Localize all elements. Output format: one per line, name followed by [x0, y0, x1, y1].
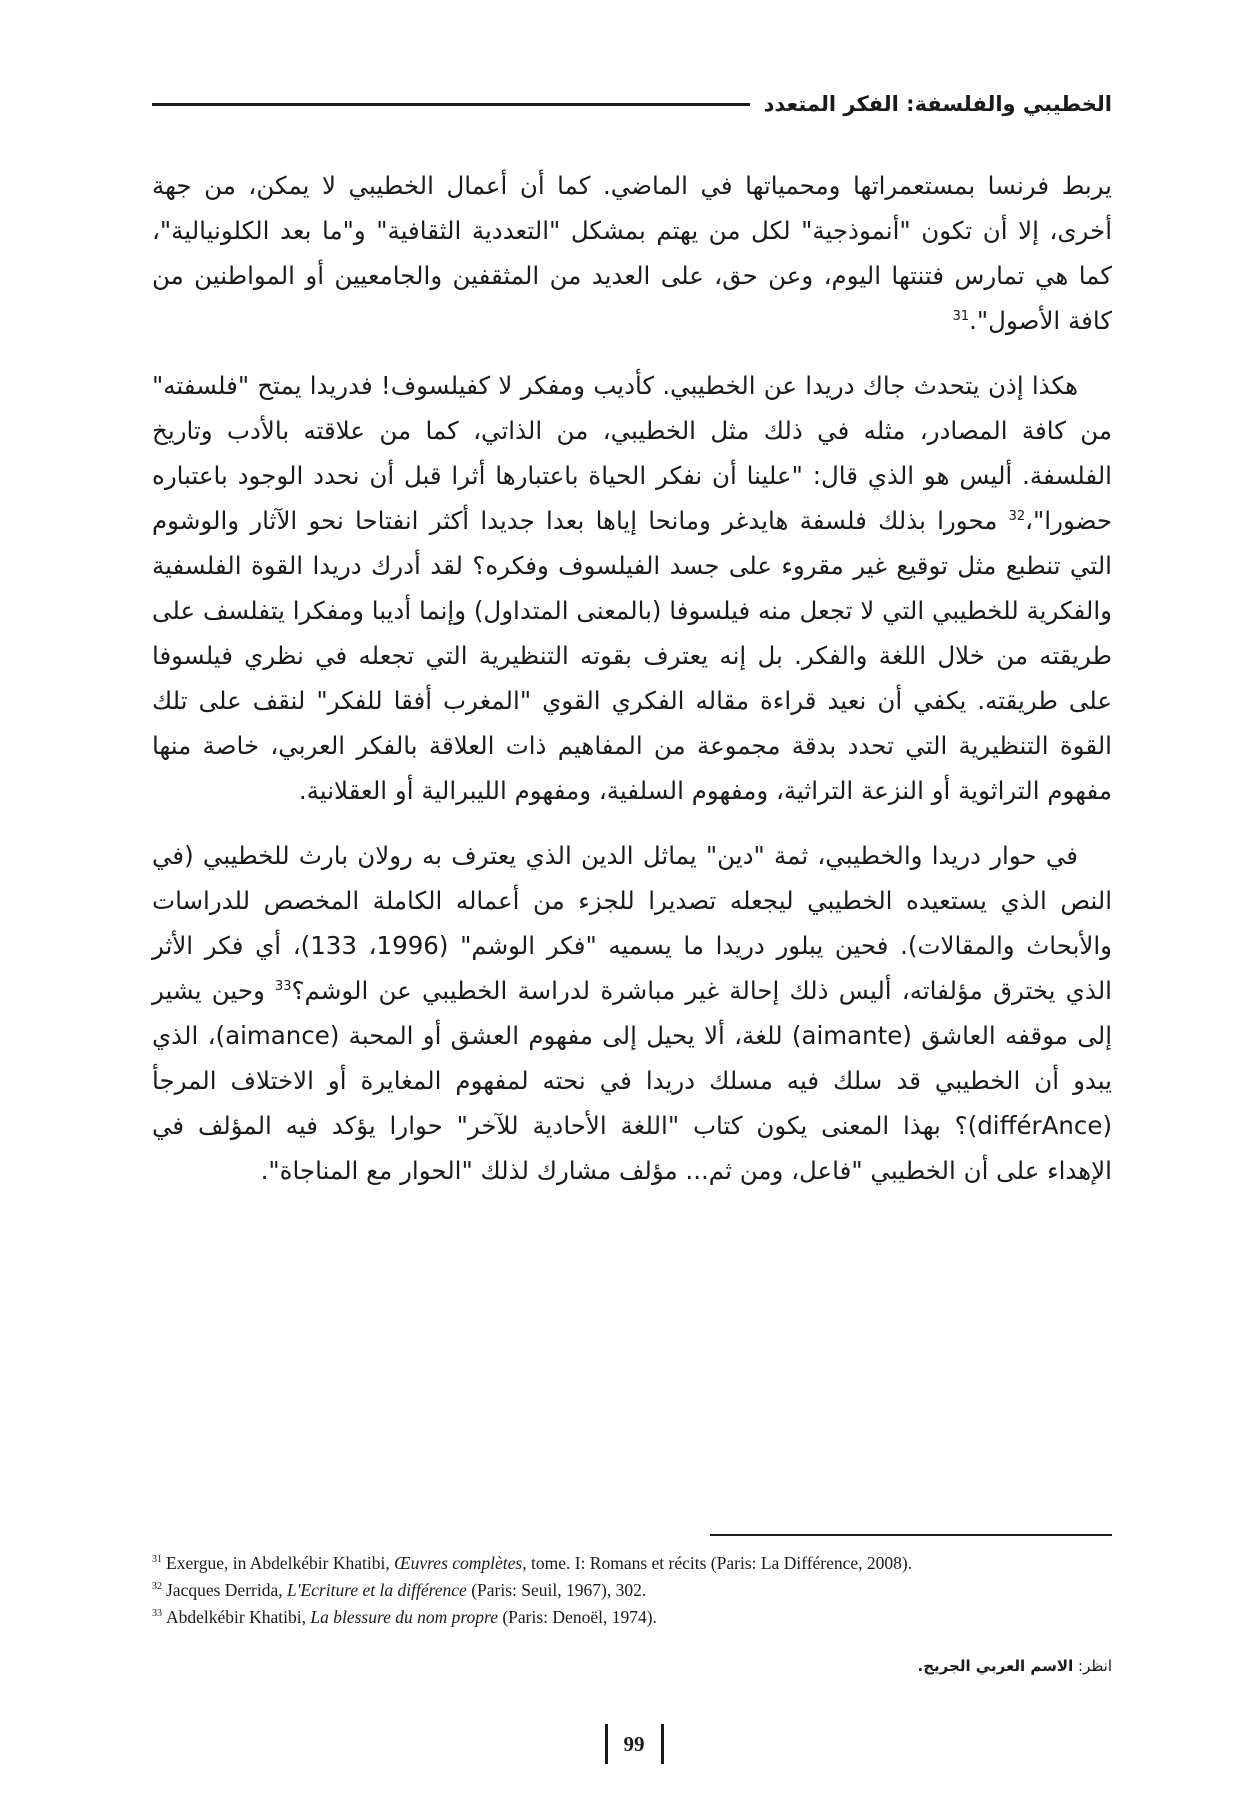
paragraph-text: هكذا إذن يتحدث جاك دريدا عن الخطيبي. كأديب ومفكر لا كفيلسوف! فدريدا يمتح "فلسفته" من كافة المصادر، مثله في ذلك مثل الخطيبي، من الذاتي، كما من علاقته بالأدب وتاريخ الفلسفة. أليس هو الذي قال: "علينا أن نفكر الحياة باعتبارها أثرا قبل أن نحدد الوجود باعتباره حضورا"،	[152, 371, 1112, 535]
footnote-32	[152, 1577, 1112, 1604]
footnote-31	[152, 1550, 1112, 1577]
header-rule	[152, 103, 750, 106]
footnotes	[152, 1550, 1112, 1631]
paragraph-2	[152, 363, 1112, 813]
footnote-book-title: L'Ecriture et la différence	[287, 1580, 467, 1600]
paragraph-text: وحين يشير إلى موقفه العاشق (aimante) للغة، ألا يحيل إلى مفهوم العشق أو المحبة (aimance)، الذي يبدو أن الخطيبي قد سلك فيه مسلك دريدا في نحته لمفهوم المغايرة أو الاختلاف المرجأ (différAnce)؟ بهذا المعنى يكون كتاب "اللغة الأحادية للآخر" حوارا يؤكد فيه المؤلف في الإهداء على أن الخطيبي "فاعل، ومن ثم... مؤلف مشارك لذلك "الحوار مع المناجاة".	[152, 976, 1112, 1185]
footnote-text: (Paris: Seuil, 1967), 302.	[466, 1580, 647, 1600]
paragraph-1	[152, 163, 1112, 343]
footnote-text: Abdelkébir Khatibi,	[166, 1607, 311, 1627]
paragraph-text: يربط فرنسا بمستعمراتها ومحمياتها في الماضي. كما أن أعمال الخطيبي لا يمكن، من جهة أخرى، إلا أن تكون "أنموذجية" لكل من يهتم بمشكل "التعددية الثقافية" و"ما بعد الكلونيالية"، كما هي تمارس فتنتها اليوم، وعن حق، على العديد من المثقفين والجامعيين أو المواطنين من كافة الأصول".	[152, 171, 1112, 335]
footnote-text: Exergue, in Abdelkébir Khatibi,	[166, 1553, 395, 1573]
footnote-number: 31	[152, 1554, 162, 1566]
footnote-text: (Paris: Denoël, 1974).	[497, 1607, 657, 1627]
footnote-ref-32[interactable]: 32	[1008, 508, 1026, 524]
page-number	[592, 1724, 676, 1764]
paragraph-3	[152, 833, 1112, 1193]
running-header	[152, 86, 1112, 122]
page-number-value: 99	[623, 1731, 645, 1756]
page-number-bar-right	[661, 1724, 664, 1764]
see-also-note	[152, 1654, 1112, 1678]
footnote-text: Jacques Derrida,	[166, 1580, 287, 1600]
footnote-separator	[710, 1534, 1112, 1536]
running-header-title: الخطيبي والفلسفة: الفكر المتعدد	[763, 92, 1112, 116]
see-also-label: انظر:	[1073, 1657, 1112, 1675]
footnote-text: , tome. I: Romans et récits (Paris: La Différence, 2008).	[522, 1553, 913, 1573]
footnote-33	[152, 1604, 1112, 1631]
paragraph-text: في حوار دريدا والخطيبي، ثمة "دين" يماثل الدين الذي يعترف به رولان بارث للخطيبي (في النص الذي يستعيده الخطيبي ليجعله تصديرا للجزء من أعماله الكاملة المخصص للدراسات والأبحاث والمقالات). فحين يبلور دريدا ما يسميه "فكر الوشم" (1996، 133)، أي فكر الأثر الذي يخترق مؤلفاته، أليس ذلك إحالة غير مباشرة لدراسة الخطيبي عن الوشم؟	[152, 841, 1112, 1005]
footnote-number: 32	[152, 1581, 162, 1593]
paragraph-text: محورا بذلك فلسفة هايدغر ومانحا إياها بعدا جديدا أكثر انفتاحا نحو الآثار والوشوم التي تنطبع مثل توقيع غير مقروء على جسد الفيلسوف وفكره؟ لقد أدرك دريدا القوة الفلسفية والفكرية للخطيبي التي لا تجعل منه فيلسوفا (بالمعنى المتداول) وإنما أديبا ومفكرا يتفلسف على طريقته من خلال اللغة والفكر. بل إنه يعترف بقوته التنظيرية التي تجعله في نظري فيلسوفا على طريقته. يكفي أن نعيد قراءة مقاله الفكري القوي "المغرب أفقا للفكر" لنقف على تلك القوة التنظيرية التي تحدد بدقة مجموعة من المفاهيم ذات العلاقة بالفكر العربي، خاصة منها مفهوم التراثوية أو النزعة التراثية، ومفهوم السلفية، ومفهوم الليبرالية أو العقلانية.	[152, 506, 1112, 805]
footnote-ref-33[interactable]: 33	[274, 978, 292, 994]
footnote-book-title: Œuvres complètes	[394, 1553, 523, 1573]
footnote-number: 33	[152, 1608, 162, 1620]
body-text	[152, 163, 1112, 1213]
footnote-book-title: La blessure du nom propre	[310, 1607, 498, 1627]
see-also-title: الاسم العربي الجريح.	[917, 1657, 1074, 1675]
footnote-ref-31[interactable]: 31	[952, 308, 970, 324]
